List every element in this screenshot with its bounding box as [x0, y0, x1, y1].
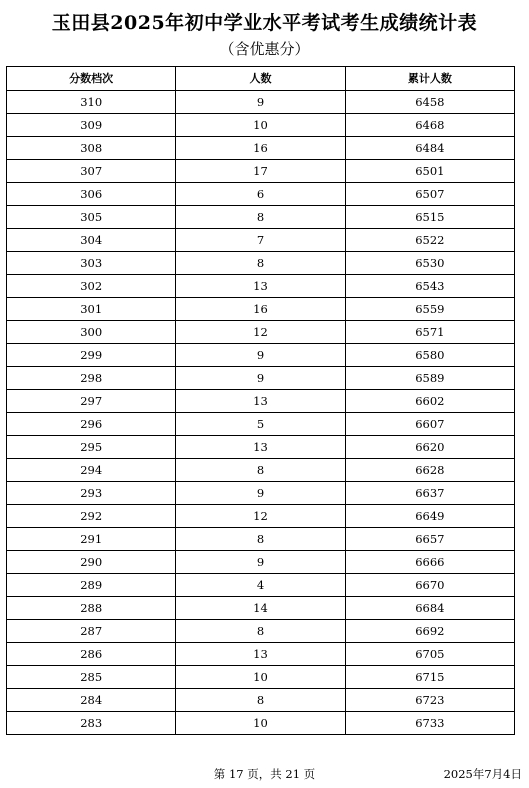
cell-cumulative: 6580: [345, 344, 514, 367]
cell-score: 308: [7, 137, 176, 160]
cell-cumulative: 6657: [345, 528, 514, 551]
table-row: [7, 91, 515, 114]
table-row: [7, 252, 515, 275]
table-row: [7, 505, 515, 528]
cell-count: 5: [176, 413, 345, 436]
cell-score: 303: [7, 252, 176, 275]
cell-cumulative: 6705: [345, 643, 514, 666]
table-row: [7, 482, 515, 505]
cell-score: 299: [7, 344, 176, 367]
table-row: [7, 574, 515, 597]
table-row: [7, 321, 515, 344]
cell-score: 292: [7, 505, 176, 528]
cell-cumulative: 6602: [345, 390, 514, 413]
cell-count: 13: [176, 390, 345, 413]
table-row: [7, 229, 515, 252]
cell-count: 8: [176, 252, 345, 275]
table-row: [7, 712, 515, 735]
cell-score: 286: [7, 643, 176, 666]
page-number: 第 17 页，共 21 页: [213, 767, 316, 781]
table-row: [7, 298, 515, 321]
cell-count: 9: [176, 91, 345, 114]
cell-cumulative: 6715: [345, 666, 514, 689]
cell-count: 7: [176, 229, 345, 252]
cell-count: 10: [176, 712, 345, 735]
cell-count: 13: [176, 643, 345, 666]
table-row: [7, 436, 515, 459]
cell-score: 293: [7, 482, 176, 505]
cell-cumulative: 6559: [345, 298, 514, 321]
table-row: [7, 666, 515, 689]
table-row: [7, 160, 515, 183]
table-row: [7, 597, 515, 620]
cell-cumulative: 6666: [345, 551, 514, 574]
cell-score: 285: [7, 666, 176, 689]
cell-score: 294: [7, 459, 176, 482]
table-row: [7, 689, 515, 712]
cell-score: 289: [7, 574, 176, 597]
cell-score: 291: [7, 528, 176, 551]
cell-score: 283: [7, 712, 176, 735]
cell-count: 14: [176, 597, 345, 620]
table-row: [7, 643, 515, 666]
table-row: [7, 528, 515, 551]
cell-count: 8: [176, 689, 345, 712]
table-row: [7, 344, 515, 367]
cell-count: 10: [176, 666, 345, 689]
cell-score: 297: [7, 390, 176, 413]
cell-cumulative: 6589: [345, 367, 514, 390]
cell-score: 295: [7, 436, 176, 459]
cell-count: 8: [176, 206, 345, 229]
cell-score: 304: [7, 229, 176, 252]
table-row: [7, 413, 515, 436]
cell-count: 9: [176, 482, 345, 505]
cell-count: 13: [176, 275, 345, 298]
cell-count: 8: [176, 620, 345, 643]
cell-cumulative: 6484: [345, 137, 514, 160]
table-row: [7, 275, 515, 298]
cell-score: 287: [7, 620, 176, 643]
cell-cumulative: 6628: [345, 459, 514, 482]
cell-cumulative: 6571: [345, 321, 514, 344]
cell-count: 9: [176, 551, 345, 574]
cell-cumulative: 6620: [345, 436, 514, 459]
cell-score: 305: [7, 206, 176, 229]
cell-count: 12: [176, 505, 345, 528]
cell-count: 13: [176, 436, 345, 459]
table-row: [7, 459, 515, 482]
cell-count: 10: [176, 114, 345, 137]
cell-cumulative: 6607: [345, 413, 514, 436]
cell-score: 284: [7, 689, 176, 712]
cell-count: 6: [176, 183, 345, 206]
table-row: [7, 620, 515, 643]
cell-count: 17: [176, 160, 345, 183]
table-row: [7, 390, 515, 413]
cell-score: 300: [7, 321, 176, 344]
cell-count: 4: [176, 574, 345, 597]
publish-date: 2025年7月4日: [443, 767, 522, 781]
cell-count: 8: [176, 528, 345, 551]
cell-score: 306: [7, 183, 176, 206]
cell-cumulative: 6501: [345, 160, 514, 183]
cell-score: 301: [7, 298, 176, 321]
cell-cumulative: 6637: [345, 482, 514, 505]
column-header-count: 人数: [176, 67, 345, 91]
document-subtitle: （含优惠分）: [219, 40, 310, 58]
cell-cumulative: 6458: [345, 91, 514, 114]
column-header-cumulative: 累计人数: [345, 67, 514, 91]
cell-score: 309: [7, 114, 176, 137]
cell-cumulative: 6684: [345, 597, 514, 620]
table-body: [7, 91, 515, 735]
cell-count: 9: [176, 344, 345, 367]
cell-score: 296: [7, 413, 176, 436]
cell-cumulative: 6670: [345, 574, 514, 597]
table-row: [7, 551, 515, 574]
cell-cumulative: 6522: [345, 229, 514, 252]
cell-score: 310: [7, 91, 176, 114]
cell-count: 12: [176, 321, 345, 344]
column-header-score: 分数档次: [7, 67, 176, 91]
cell-count: 16: [176, 137, 345, 160]
cell-cumulative: 6468: [345, 114, 514, 137]
table-row: [7, 114, 515, 137]
cell-cumulative: 6543: [345, 275, 514, 298]
cell-cumulative: 6733: [345, 712, 514, 735]
cell-cumulative: 6507: [345, 183, 514, 206]
table-header-row: [7, 67, 515, 91]
cell-cumulative: 6723: [345, 689, 514, 712]
cell-cumulative: 6530: [345, 252, 514, 275]
cell-count: 16: [176, 298, 345, 321]
cell-score: 298: [7, 367, 176, 390]
table-row: [7, 137, 515, 160]
cell-score: 288: [7, 597, 176, 620]
cell-cumulative: 6649: [345, 505, 514, 528]
cell-count: 8: [176, 459, 345, 482]
table-row: [7, 183, 515, 206]
cell-score: 302: [7, 275, 176, 298]
cell-score: 290: [7, 551, 176, 574]
table-row: [7, 367, 515, 390]
cell-cumulative: 6515: [345, 206, 514, 229]
document-title: 玉田县2025年初中学业水平考试考生成绩统计表: [51, 12, 478, 34]
cell-cumulative: 6692: [345, 620, 514, 643]
table-row: [7, 206, 515, 229]
cell-score: 307: [7, 160, 176, 183]
cell-count: 9: [176, 367, 345, 390]
score-statistics-table: [6, 66, 515, 735]
